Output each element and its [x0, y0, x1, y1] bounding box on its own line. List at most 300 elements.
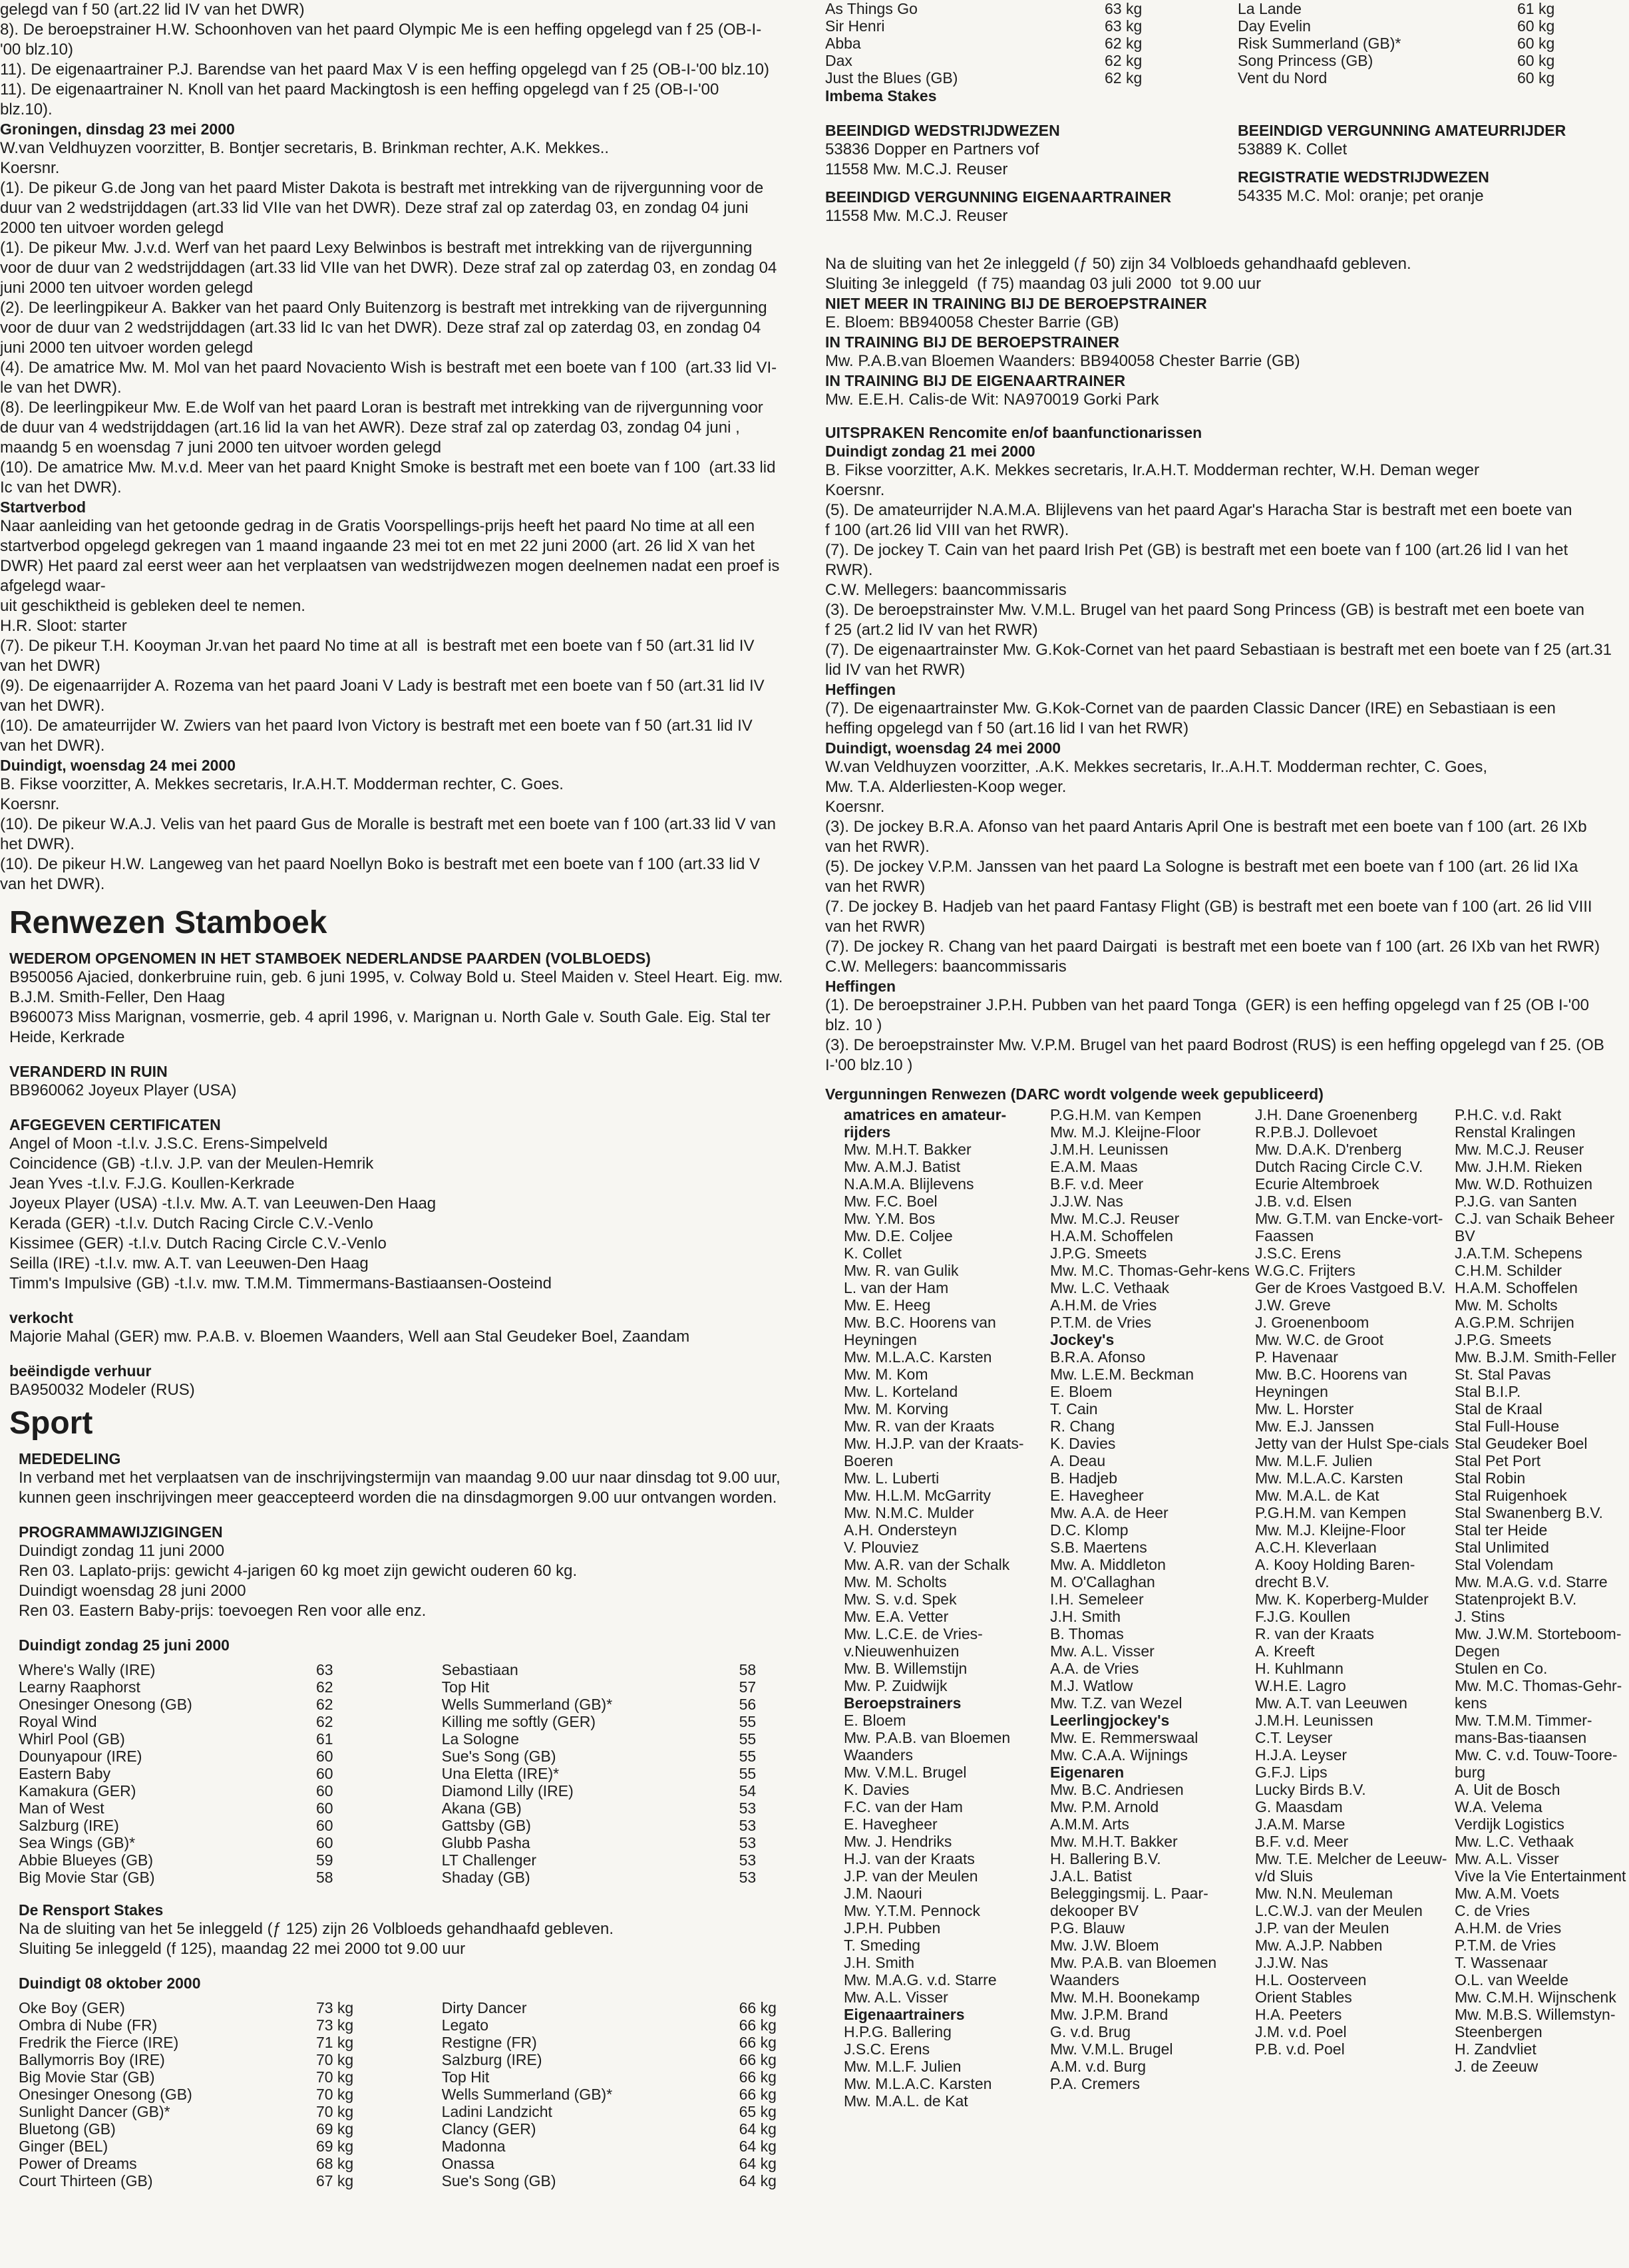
table-cell: Sir Henri — [825, 17, 885, 35]
license-holder: Mw. M.A.G. v.d. Starre — [844, 1971, 997, 1988]
license-category-heading: Eigenaartrainers — [844, 2006, 965, 2023]
table-cell: 60 — [315, 1782, 333, 1799]
table-row — [19, 1678, 799, 1696]
text-line: heffing opgelegd van f 50 (art.16 lid I van het RWR) — [825, 719, 1189, 737]
license-holder: P.G.H.M. van Kempen — [1255, 1504, 1407, 1521]
table-cell: Ballymorris Boy (IRE) — [19, 2051, 165, 2068]
text-line: Duindigt woensdag 28 juni 2000 — [19, 1582, 246, 1600]
license-holder: J.M.H. Leunissen — [1255, 1712, 1373, 1729]
table-cell: Day Evelin — [1238, 17, 1311, 35]
table-cell: Ombra di Nube (FR) — [19, 2016, 158, 2034]
table-cell: Wells Summerland (GB)* — [441, 1696, 613, 1713]
table-row — [19, 1696, 799, 1713]
table-cell: Top Hit — [441, 2068, 490, 2086]
text-line: (4). De amatrice Mw. M. Mol van het paard Novaciento Wish is bestraft met een boete van f 100 (art.33 lid VI- — [0, 359, 777, 377]
table-cell: Fredrik the Fierce (IRE) — [19, 2034, 179, 2051]
october-entries-table — [19, 1999, 799, 2189]
license-holder: Vive la Vie Entertainment — [1455, 1867, 1626, 1885]
license-holder: Mw. E. Remmerswaal — [1050, 1729, 1198, 1746]
table-cell: 66 kg — [739, 2034, 777, 2051]
text-line: B. Fikse voorzitter, A.K. Mekkes secretaris, Ir.A.H.T. Modderman rechter, W.H. Deman weger — [825, 461, 1479, 479]
uitspraken-subheading-1: Duindigt zondag 21 mei 2000 — [825, 443, 1035, 460]
text-line: Na de sluiting van het 5e inleggeld (ƒ 125) zijn 26 Volbloeds gehandhaafd gebleven. — [19, 1920, 614, 1938]
table-cell: 70 kg — [315, 2086, 354, 2103]
text-line: Heide, Kerkrade — [9, 1028, 125, 1046]
license-holder: A.H. Ondersteyn — [844, 1521, 958, 1539]
license-holder: Mw. R. van Gulik — [844, 1262, 959, 1279]
uitspraken-text-2 — [825, 757, 1629, 977]
text-line: van het DWR) — [0, 657, 100, 675]
text-line: kunnen geen inschrijvingen meer geaccepteerd worden die na dinsdagmorgen 9.00 uur ontvangen worden. — [19, 1489, 777, 1507]
table-cell: Wells Summerland (GB)* — [441, 2086, 613, 2103]
table-cell: 55 — [739, 1730, 757, 1748]
license-holder: Mw. H.J.P. van der Kraats-Boeren — [844, 1435, 1024, 1469]
text-line: Duindigt zondag 11 juni 2000 — [19, 1542, 225, 1560]
table-cell: Ladini Landzicht — [441, 2103, 552, 2120]
license-holder: J.H. Smith — [844, 1954, 915, 1971]
text-line: (8). De leerlingpikeur Mw. E.de Wolf van het paard Loran is bestraft met intrekking van de rijvergunning voor — [0, 399, 763, 417]
table-cell: 62 — [315, 1713, 333, 1730]
license-holder: J.S.C. Erens — [844, 2040, 930, 2058]
license-holder: Mw. A.T. van Leeuwen — [1255, 1694, 1407, 1712]
table-cell: 61 kg — [1517, 0, 1555, 17]
table-cell: 62 kg — [1105, 52, 1143, 69]
inleggeld-text — [825, 254, 1629, 294]
license-holder: A.G.P.M. Schrijen — [1455, 1314, 1574, 1331]
license-holder: J.P.G. Smeets — [1455, 1331, 1552, 1348]
license-holder: T. Wassenaar — [1455, 1954, 1548, 1971]
beeindigd-amateur-heading: BEEINDIGD VERGUNNING AMATEURRIJDER — [1238, 122, 1566, 139]
license-holder: Mw. D.A.K. D'renberg — [1255, 1141, 1402, 1158]
text-line: (10). De pikeur W.A.J. Velis van het paard Gus de Moralle is bestraft met een boete van f 100 (art.33 lid V van — [0, 815, 776, 833]
license-holder: C.J. van Schaik Beheer BV — [1455, 1210, 1619, 1244]
text-line: (7). De eigenaartrainster Mw. G.Kok-Cornet van het paard Sebastiaan is bestraft met een boete van f 25 (art.31 — [825, 641, 1612, 659]
license-holder: Stal Unlimited — [1455, 1539, 1549, 1556]
text-line: (7. De jockey B. Hadjeb van het paard Fantasy Flight (GB) is bestraft met een boete van f 100 (art. 26 lid VIII — [825, 898, 1592, 916]
text-line: 54335 M.C. Mol: oranje; pet oranje — [1238, 187, 1484, 205]
programma-heading: PROGRAMMAWIJZIGINGEN — [19, 1523, 223, 1541]
top-penalty-text — [0, 0, 799, 120]
table-cell: Top Hit — [441, 1678, 490, 1696]
license-holder: Mw. S. v.d. Spek — [844, 1591, 957, 1608]
text-line: 53836 Dopper en Partners vof — [825, 140, 1039, 158]
license-holder: Stal Volendam — [1455, 1556, 1554, 1573]
license-holder: Mw. M.H.T. Bakker — [844, 1141, 972, 1158]
license-holder: Mw. J.W.M. Storteboom-Degen — [1455, 1625, 1622, 1660]
license-holder: Mw. C.A.A. Wijnings — [1050, 1746, 1188, 1764]
license-holder: H.L. Oosterveen — [1255, 1971, 1367, 1988]
text-line: (3). De jockey B.R.A. Afonso van het paard Antaris April One is bestraft met een boete van f 100 (art. 26 IXb — [825, 818, 1587, 836]
beeindigd-eigenaartrainer-heading: BEEINDIGD VERGUNNING EIGENAARTRAINER — [825, 188, 1172, 206]
right-column — [825, 0, 1629, 1103]
license-holder: Mw. E. Heeg — [844, 1296, 931, 1314]
left-column — [0, 0, 799, 2189]
top-weights-right — [1238, 0, 1610, 87]
license-holder: Orient Stables — [1255, 1988, 1352, 2006]
text-line: Mw. P.A.B.van Bloemen Waanders: BB940058 Chester Barrie (GB) — [825, 352, 1300, 370]
license-holder: Statenprojekt B.V. — [1455, 1591, 1577, 1608]
table-cell: Gattsby (GB) — [441, 1817, 531, 1834]
table-row — [19, 2016, 799, 2034]
license-holder: Mw. T.M.M. Timmer-mans-Bas-tiaansen — [1455, 1712, 1592, 1746]
table-row — [1238, 0, 1610, 17]
vergunningen-heading: Vergunningen Renwezen (DARC wordt volgende week gepubliceerd) — [825, 1085, 1324, 1103]
text-line: (1). De beroepstrainer J.P.H. Pubben van het paard Tonga (GER) is een heffing opgelegd van f 25 (OB I-'00 — [825, 996, 1589, 1014]
heffingen-heading-2: Heffingen — [825, 978, 896, 995]
verkocht-text — [9, 1327, 799, 1347]
license-holder: A.M. v.d. Burg — [1050, 2058, 1147, 2075]
table-cell: Salzburg (IRE) — [441, 2051, 542, 2068]
license-holder: Mw. M. Scholts — [1455, 1296, 1558, 1314]
text-line: (5). De amateurrijder N.A.M.A. Blijlevens van het paard Agar's Haracha Star is bestraft met een boete van — [825, 501, 1572, 519]
license-holder: R.P.B.J. Dollevoet — [1255, 1123, 1377, 1141]
license-holder: Mw. M. Korving — [844, 1400, 949, 1418]
license-holder: A. Kreeft — [1255, 1642, 1315, 1660]
license-column-a — [844, 1106, 1043, 2110]
license-holder: Mw. A.A. de Heer — [1050, 1504, 1169, 1521]
table-cell: 66 kg — [739, 2051, 777, 2068]
text-line: Sluiting 5e inleggeld (f 125), maandag 22 mei 2000 tot 9.00 uur — [19, 1940, 466, 1958]
table-cell: 63 — [315, 1661, 333, 1678]
uitspraken-subheading-2: Duindigt, woensdag 24 mei 2000 — [825, 739, 1061, 757]
text-line: 11). De eigenaartrainer P.J. Barendse van het paard Max V is een heffing opgelegd van f 25 (OB-I-'00 blz.10) — [0, 61, 769, 79]
table-cell: 57 — [739, 1678, 757, 1696]
license-holder: J.P.G. Smeets — [1050, 1244, 1147, 1262]
license-holder: Mw. M.H.T. Bakker — [1050, 1833, 1178, 1850]
license-holder: Mw. R. van der Kraats — [844, 1418, 995, 1435]
license-holder: Stal Pet Port — [1455, 1452, 1541, 1469]
table-cell: 54 — [739, 1782, 757, 1799]
table-cell: 53 — [739, 1817, 757, 1834]
license-holder: Stal B.I.P. — [1455, 1383, 1521, 1400]
table-cell: Shaday (GB) — [441, 1869, 530, 1886]
license-holder: Mw. B.C. Andriesen — [1050, 1781, 1184, 1798]
table-cell: 58 — [739, 1661, 757, 1678]
table-row — [19, 2138, 799, 2155]
table-row — [1238, 35, 1610, 52]
table-row — [19, 1661, 799, 1678]
table-row — [1238, 17, 1610, 35]
text-line: W.van Veldhuyzen voorzitter, B. Bontjer secretaris, B. Brinkman rechter, A.K. Mekkes.. — [0, 139, 610, 157]
table-cell: 67 kg — [315, 2172, 354, 2189]
table-cell: 69 kg — [315, 2120, 354, 2138]
table-cell: 66 kg — [739, 2068, 777, 2086]
text-line: Timm's Impulsive (GB) -t.l.v. mw. T.M.M. Timmermans-Bastiaansen-Oosteind — [9, 1274, 552, 1292]
table-cell: Dounyapour (IRE) — [19, 1748, 142, 1765]
text-line: uit geschiktheid is gebleken deel te nemen. — [0, 597, 305, 615]
text-line: B.J.M. Smith-Feller, Den Haag — [9, 988, 226, 1006]
license-holder: P.T.M. de Vries — [1050, 1314, 1152, 1331]
table-cell: 64 kg — [739, 2138, 777, 2155]
table-cell: 58 — [315, 1869, 333, 1886]
license-holder: Mw. L.C. Vethaak — [1455, 1833, 1574, 1850]
license-holder: Ecurie Altembroek — [1255, 1175, 1379, 1193]
in-training-beroep-heading: IN TRAINING BIJ DE BEROEPSTRAINER — [825, 333, 1120, 351]
text-line: (10). De amatrice Mw. M.v.d. Meer van het paard Knight Smoke is bestraft met een boete van f 100 (art.33 lid — [0, 459, 776, 476]
license-holder: Mw. E.J. Janssen — [1255, 1418, 1374, 1435]
license-holder: F.C. van der Ham — [844, 1798, 963, 1815]
text-line: startverbod opgelegd gekregen van 1 maand ingaande 23 mei tot en met 22 juni 2000 (art. 26 lid X van het — [0, 537, 755, 555]
license-holder: Mw. M.B.S. Willemstyn-Steenbergen — [1455, 2006, 1616, 2040]
text-line: (2). De leerlingpikeur A. Bakker van het paard Only Buitenzorg is bestraft met intrekking van de rijvergunning — [0, 299, 767, 317]
table-cell: As Things Go — [825, 0, 918, 17]
table-cell: 73 kg — [315, 2016, 354, 2034]
table-cell: 63 kg — [1105, 0, 1143, 17]
license-holder: Mw. M.A.L. de Kat — [1255, 1487, 1379, 1504]
license-holder: Stal de Kraal — [1455, 1400, 1542, 1418]
text-line: maandg 5 en woensdag 7 juni 2000 ten uitvoer worden gelegd — [0, 439, 442, 457]
license-holder: A.A. de Vries — [1050, 1660, 1139, 1677]
license-holder: Mw. M.L.A.C. Karsten — [1255, 1469, 1403, 1487]
beeindigd-wedstrijdwezen-heading: BEEINDIGD WEDSTRIJDWEZEN — [825, 122, 1060, 139]
table-cell: 55 — [739, 1765, 757, 1782]
license-column-d — [1455, 1106, 1629, 2075]
uitspraken-heading: UITSPRAKEN Rencomite en/of baanfunctionarissen — [825, 424, 1202, 441]
table-row — [825, 69, 1238, 87]
license-holder: Stal Swanenberg B.V. — [1455, 1504, 1603, 1521]
table-cell: 63 kg — [1105, 17, 1143, 35]
license-holder: J.J.W. Nas — [1255, 1954, 1328, 1971]
license-holder: Mw. A. Middleton — [1050, 1556, 1166, 1573]
heffingen-text-2 — [825, 996, 1629, 1075]
table-cell: 60 kg — [1517, 69, 1555, 87]
table-cell: Whirl Pool (GB) — [19, 1730, 125, 1748]
text-line: f 25 (art.2 lid IV van het RWR) — [825, 621, 1038, 639]
license-holder: Mw. B. Willemstijn — [844, 1660, 968, 1677]
text-line: (7). De pikeur T.H. Kooyman Jr.van het paard No time at all is bestraft met een boete van f 50 (art.31 lid IV — [0, 637, 755, 655]
license-holder: J.A.T.M. Schepens — [1455, 1244, 1582, 1262]
table-cell: Killing me softly (GER) — [441, 1713, 596, 1730]
in-training-beroep-text — [825, 351, 1629, 371]
groningen-heading: Groningen, dinsdag 23 mei 2000 — [0, 120, 235, 138]
text-line: Mw. T.A. Alderliesten-Koop weger. — [825, 778, 1067, 796]
table-cell: La Sologne — [441, 1730, 520, 1748]
text-line: B. Fikse voorzitter, A. Mekkes secretaris, Ir.A.H.T. Modderman rechter, C. Goes. — [0, 775, 564, 793]
text-line: B950056 Ajacied, donkerbruine ruin, geb. 6 juni 1995, v. Colway Bold u. Steel Maiden v. Steel Heart. Eig. mw. — [9, 968, 783, 986]
table-cell: 70 kg — [315, 2051, 354, 2068]
ruin-heading: VERANDERD IN RUIN — [9, 1063, 168, 1080]
text-line: 8). De beroepstrainer H.W. Schoonhoven van het paard Olympic Me is een heffing opgelegd van f 25 (OB-I- — [0, 21, 762, 39]
table-cell: 65 kg — [739, 2103, 777, 2120]
license-holder: J.H. Dane Groenenberg — [1255, 1106, 1418, 1123]
text-line: Ic van het DWR). — [0, 478, 122, 496]
license-holder: J.M.H. Leunissen — [1050, 1141, 1169, 1158]
text-line: Angel of Moon -t.l.v. J.S.C. Erens-Simpelveld — [9, 1135, 328, 1153]
license-holder: M. O'Callaghan — [1050, 1573, 1155, 1591]
license-holder: Mw. L.E.M. Beckman — [1050, 1366, 1194, 1383]
license-holder: M.J. Watlow — [1050, 1677, 1133, 1694]
license-holder: Mw. T.E. Melcher de Leeuw-v/d Sluis — [1255, 1850, 1447, 1885]
ruin-text — [9, 1081, 799, 1101]
license-holder: Verdijk Logistics — [1455, 1815, 1564, 1833]
text-line: (1). De pikeur G.de Jong van het paard Mister Dakota is bestraft met intrekking van de rijvergunning voor de — [0, 179, 764, 197]
table-cell: Ginger (BEL) — [19, 2138, 108, 2155]
license-holder: H.J.A. Leyser — [1255, 1746, 1348, 1764]
text-line: Joyeux Player (USA) -t.l.v. Mw. A.T. van Leeuwen-Den Haag — [9, 1195, 437, 1213]
license-holder: Mw. A.L. Visser — [1050, 1642, 1155, 1660]
table-cell: Oke Boy (GER) — [19, 1999, 125, 2016]
license-holder: Stal Full-House — [1455, 1418, 1560, 1435]
duindigt-heading: Duindigt, woensdag 24 mei 2000 — [0, 757, 236, 774]
license-holder: W.G.C. Frijters — [1255, 1262, 1356, 1279]
table-cell: Kamakura (GER) — [19, 1782, 136, 1799]
table-cell: Vent du Nord — [1238, 69, 1328, 87]
text-line: juni 2000 ten uitvoer worden gelegd — [0, 279, 254, 297]
table-cell: Onesinger Onesong (GB) — [19, 1696, 192, 1713]
license-holder: J.A.M. Marse — [1255, 1815, 1346, 1833]
license-holder: J.P. van der Meulen — [844, 1867, 978, 1885]
license-lists — [844, 1106, 1629, 2268]
text-line: (1). De pikeur Mw. J.v.d. Werf van het paard Lexy Belwinbos is bestraft met intrekking van de rijvergunning — [0, 239, 753, 257]
license-holder: W.A. Velema — [1455, 1798, 1542, 1815]
license-holder: E.A.M. Maas — [1050, 1158, 1138, 1175]
text-line: E. Bloem: BB940058 Chester Barrie (GB) — [825, 313, 1119, 331]
table-cell: 62 kg — [1105, 35, 1143, 52]
license-holder: Mw. C. v.d. Touw-Toore-burg — [1455, 1746, 1618, 1781]
text-line: le van het DWR). — [0, 379, 122, 397]
table-cell: Big Movie Star (GB) — [19, 2068, 155, 2086]
table-cell: Man of West — [19, 1799, 104, 1817]
license-holder: B.F. v.d. Meer — [1050, 1175, 1144, 1193]
table-cell: 71 kg — [315, 2034, 354, 2051]
license-holder: G.F.J. Lips — [1255, 1764, 1328, 1781]
license-holder: E. Havegheer — [844, 1815, 938, 1833]
license-holder: Mw. B.C. Hoorens van Heyningen — [1255, 1366, 1412, 1400]
text-line: van het RWR) — [825, 918, 926, 936]
license-holder: Mw. L. Luberti — [844, 1469, 940, 1487]
text-line: Seilla (IRE) -t.l.v. mw. A.T. van Leeuwen-Den Haag — [9, 1254, 369, 1272]
license-holder: A. Uit de Bosch — [1455, 1781, 1560, 1798]
license-holder: Mw. Y.M. Bos — [844, 1210, 936, 1227]
license-holder: Mw. A.M.J. Batist — [844, 1158, 961, 1175]
table-cell: 64 kg — [739, 2155, 777, 2172]
license-holder: J.B. v.d. Elsen — [1255, 1193, 1352, 1210]
license-holder: H. Kuhlmann — [1255, 1660, 1344, 1677]
table-cell: 68 kg — [315, 2155, 354, 2172]
table-cell: 60 — [315, 1765, 333, 1782]
text-line: W.van Veldhuyzen voorzitter, .A.K. Mekkes secretaris, Ir..A.H.T. Modderman rechter, C. Goes, — [825, 758, 1488, 776]
table-row — [19, 1713, 799, 1730]
license-holder: Mw. W.C. de Groot — [1255, 1331, 1383, 1348]
text-line: (9). De eigenaarrijder A. Rozema van het paard Joani V Lady is bestraft met een boete van f 50 (art.31 lid IV — [0, 677, 765, 695]
license-holder: Mw. M.L.A.C. Karsten — [844, 2075, 992, 2092]
table-cell: Onassa — [441, 2155, 494, 2172]
table-cell: 64 kg — [739, 2120, 777, 2138]
license-holder: H.A.M. Schoffelen — [1050, 1227, 1173, 1244]
license-holder: Mw. M.A.G. v.d. Starre — [1455, 1573, 1608, 1591]
text-line: f 100 (art.26 lid VIII van het RWR). — [825, 521, 1069, 539]
license-holder: L. van der Ham — [844, 1279, 949, 1296]
license-holder: Lucky Birds B.V. — [1255, 1781, 1366, 1798]
table-cell: Sunlight Dancer (GB)* — [19, 2103, 170, 2120]
table-cell: Madonna — [441, 2138, 506, 2155]
text-line: Sluiting 3e inleggeld (f 75) maandag 03 juli 2000 tot 9.00 uur — [825, 275, 1262, 293]
license-holder: Mw. J.H.M. Rieken — [1455, 1158, 1582, 1175]
license-holder: B.R.A. Afonso — [1050, 1348, 1146, 1366]
license-holder: Stulen en Co. — [1455, 1660, 1548, 1677]
niet-meer-heading: NIET MEER IN TRAINING BIJ DE BEROEPSTRAINER — [825, 295, 1207, 312]
registratie-text — [1238, 186, 1610, 206]
table-row — [19, 1799, 799, 1817]
license-holder: C.T. Leyser — [1255, 1729, 1333, 1746]
table-row — [1238, 52, 1610, 69]
text-line: Ren 03. Eastern Baby-prijs: toevoegen Ren voor alle enz. — [19, 1602, 427, 1620]
license-holder: J. Groenenboom — [1255, 1314, 1369, 1331]
table-cell: Sue's Song (GB) — [441, 1748, 556, 1765]
text-line: C.W. Mellegers: baancommissaris — [825, 958, 1067, 976]
license-holder: Mw. M.C.J. Reuser — [1455, 1141, 1584, 1158]
license-holder: St. Stal Pavas — [1455, 1366, 1551, 1383]
verhuur-heading: beëindigde verhuur — [9, 1362, 152, 1380]
text-line: blz. 10 ) — [825, 1016, 882, 1034]
license-holder: H.A.M. Schoffelen — [1455, 1279, 1578, 1296]
top-weights-left — [825, 0, 1238, 87]
table-cell: Salzburg (IRE) — [19, 1817, 119, 1834]
table-cell: 60 — [315, 1834, 333, 1851]
text-line: de duur van 4 wedstrijddagen (art.16 lid Ia van het AWR). Deze straf zal op zaterdag 03, zondag 04 juni , — [0, 419, 740, 437]
license-holder: A.M.M. Arts — [1050, 1815, 1129, 1833]
text-line: In verband met het verplaatsen van de inschrijvingstermijn van maandag 9.00 uur naar dinsdag tot 9.00 uur, — [19, 1469, 781, 1487]
license-holder: P.G. Blauw — [1050, 1919, 1125, 1937]
license-category-heading: Leerlingjockey's — [1050, 1712, 1170, 1729]
license-holder: J. de Zeeuw — [1455, 2058, 1538, 2075]
table-cell: 70 kg — [315, 2103, 354, 2120]
license-holder: I.H. Semeleer — [1050, 1591, 1144, 1608]
license-holder: Mw. N.N. Meuleman — [1255, 1885, 1393, 1902]
text-line: (3). De beroepstrainster Mw. V.P.M. Brugel van het paard Bodrost (RUS) is een heffing opgelegd van f 25. (OB — [825, 1036, 1604, 1054]
license-holder: P. Havenaar — [1255, 1348, 1338, 1366]
table-cell: Power of Dreams — [19, 2155, 137, 2172]
table-row — [19, 2120, 799, 2138]
text-line: lid IV van het RWR) — [825, 661, 966, 679]
table-cell: Legato — [441, 2016, 489, 2034]
text-line: Majorie Mahal (GER) mw. P.A.B. v. Bloemen Waanders, Well aan Stal Geudeker Boel, Zaandam — [9, 1328, 690, 1346]
license-holder: Mw. M.J. Kleijne-Floor — [1050, 1123, 1201, 1141]
rensport-heading: De Rensport Stakes — [19, 1901, 164, 1919]
license-holder: Mw. H.L.M. McGarrity — [844, 1487, 992, 1504]
license-holder: Mw. A.M. Voets — [1455, 1885, 1560, 1902]
license-holder: Mw. M. Scholts — [844, 1573, 947, 1591]
license-holder: Mw. D.E. Coljee — [844, 1227, 953, 1244]
license-column-c — [1255, 1106, 1455, 2058]
license-holder: Mw. M.J. Kleijne-Floor — [1255, 1521, 1406, 1539]
table-cell: Learny Raaphorst — [19, 1678, 140, 1696]
text-line: 53889 K. Collet — [1238, 140, 1348, 158]
license-holder: Mw. L.C. Vethaak — [1050, 1279, 1169, 1296]
license-holder: Mw. P.A.B. van Bloemen Waanders — [1050, 1954, 1221, 1988]
license-column-b — [1050, 1106, 1250, 2092]
license-holder: P.H.C. v.d. Rakt — [1455, 1106, 1562, 1123]
license-holder: H. Ballering B.V. — [1050, 1850, 1161, 1867]
verhuur-text — [9, 1380, 799, 1400]
text-line: 11558 Mw. M.C.J. Reuser — [825, 207, 1008, 225]
text-line: Mw. E.E.H. Calis-de Wit: NA970019 Gorki Park — [825, 391, 1159, 409]
license-holder: H.J. van der Kraats — [844, 1850, 975, 1867]
license-holder: P.G.H.M. van Kempen — [1050, 1106, 1202, 1123]
license-holder: V. Plouviez — [844, 1539, 919, 1556]
license-holder: Mw. M.H. Boonekamp — [1050, 1988, 1200, 2006]
cert-text — [9, 1134, 799, 1294]
mededeling-text — [19, 1468, 799, 1508]
table-cell: 64 kg — [739, 2172, 777, 2189]
text-line: B960073 Miss Marignan, vosmerrie, geb. 4 april 1996, v. Marignan u. North Gale v. South Gale. Eig. Stal ter — [9, 1008, 771, 1026]
table-cell: 66 kg — [739, 2086, 777, 2103]
table-cell: 73 kg — [315, 1999, 354, 2016]
text-line: het DWR). — [0, 835, 75, 853]
beeindigd-wedstrijdwezen-text — [825, 140, 1238, 180]
table-cell: 53 — [739, 1851, 757, 1869]
table-cell: Dax — [825, 52, 852, 69]
